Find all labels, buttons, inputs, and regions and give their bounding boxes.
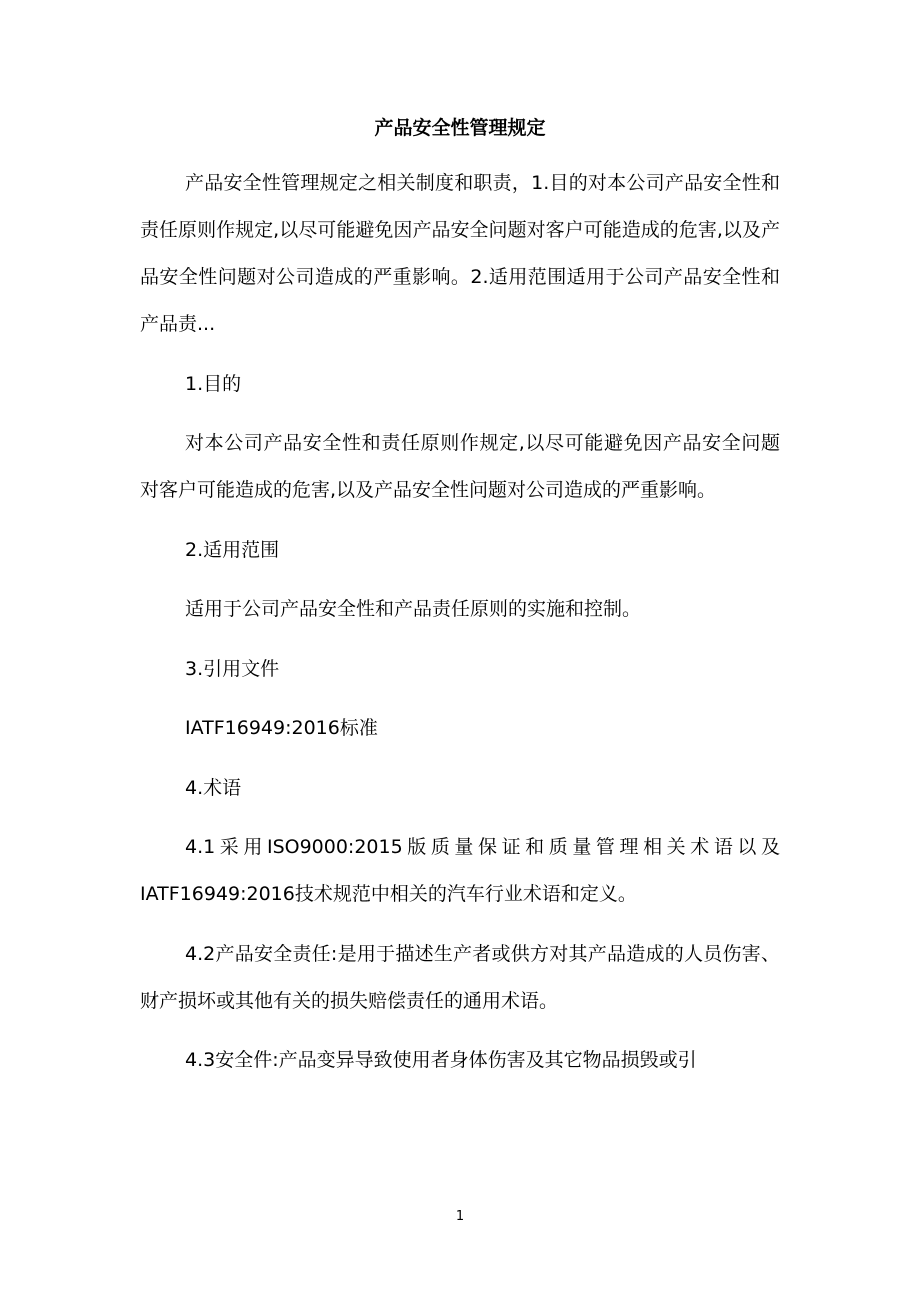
paragraph: 4.2产品安全责任:是用于描述生产者或供方对其产品造成的人员伤害、财产损坏或其他有关的损失赔偿责任的通用术语。 xyxy=(140,942,780,1012)
section-heading: 4.术语 xyxy=(185,776,242,799)
paragraph: 4.3安全件:产品变异导致使用者身体伤害及其它物品损毁或引 xyxy=(185,1049,697,1071)
document-body xyxy=(140,160,780,1097)
section-heading: 3.引用文件 xyxy=(185,657,280,680)
paragraph: 对本公司产品安全性和责任原则作规定,以尽可能避免因产品安全问题对客户可能造成的危害,以及产品安全性问题对公司造成的严重影响。 xyxy=(140,432,780,501)
paragraph: 4.1采用ISO9000:2015版质量保证和质量管理相关术语以及IATF16949:2016技术规范中相关的汽车行业术语和定义。 xyxy=(140,836,780,905)
page-number: 1 xyxy=(455,1209,465,1224)
section-heading: 2.适用范围 xyxy=(185,538,280,561)
paragraph: IATF16949:2016标准 xyxy=(185,717,378,739)
document-title: 产品安全性管理规定 xyxy=(374,117,546,139)
paragraph: 适用于公司产品安全性和产品责任原则的实施和控制。 xyxy=(185,598,642,620)
paragraph: 产品安全性管理规定之相关制度和职责，1.目的对本公司产品安全性和责任原则作规定,以尽可能避免因产品安全问题对客户可能造成的危害,以及产品安全性问题对公司造成的严重影响。2.适用范围适用于公司产品安全性和产品责... xyxy=(140,172,780,335)
section-heading: 1.目的 xyxy=(185,372,242,395)
